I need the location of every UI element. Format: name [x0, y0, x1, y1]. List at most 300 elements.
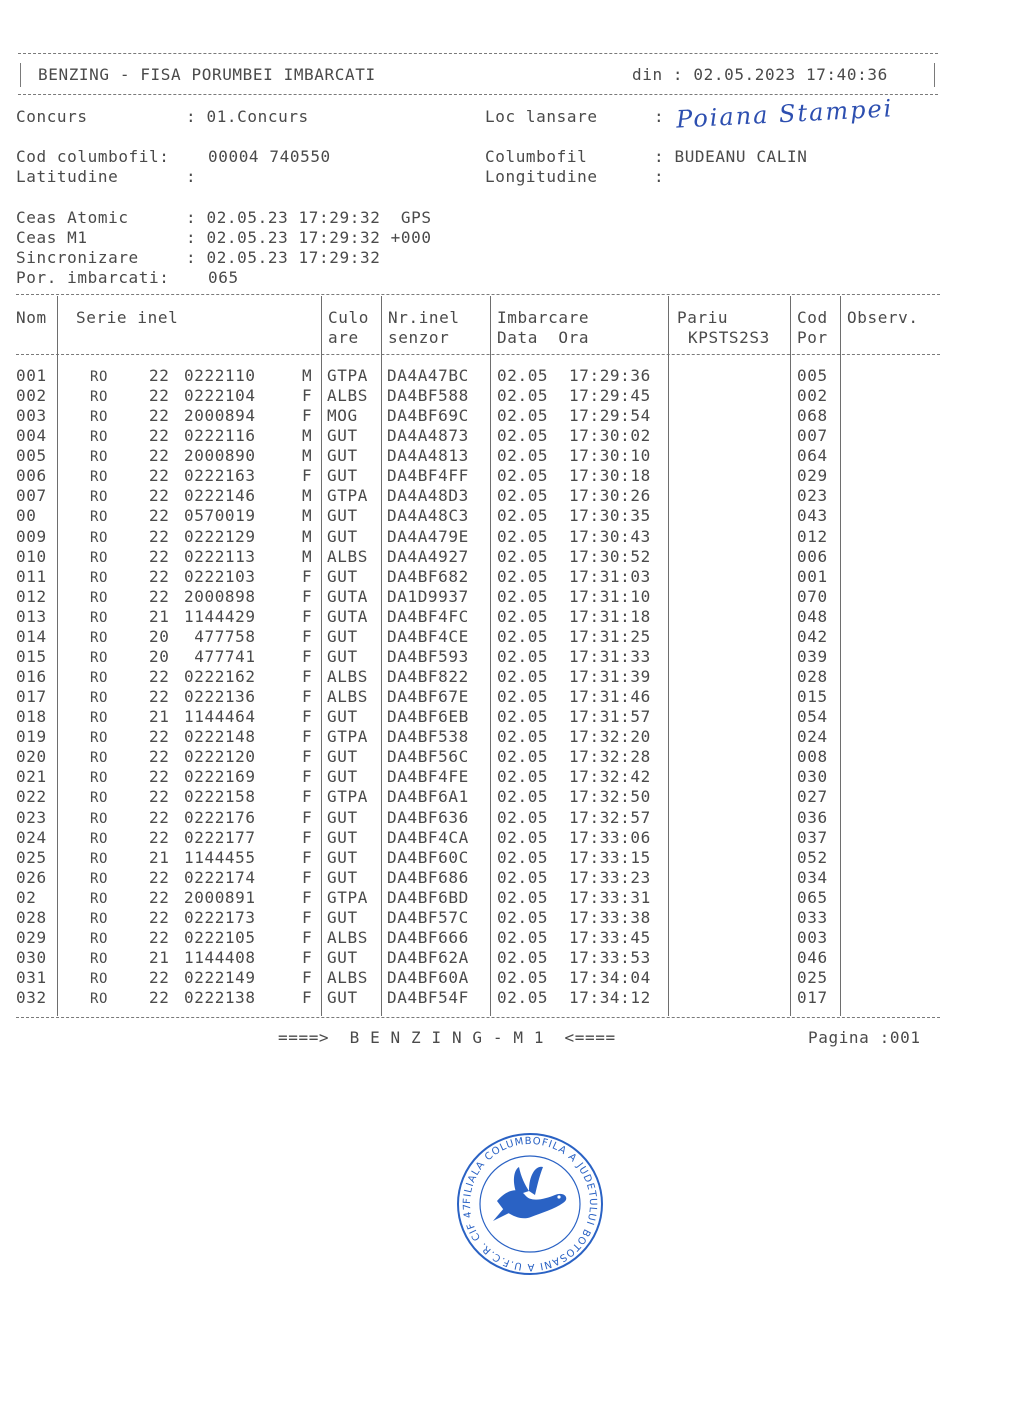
cell-an: 22 [149, 827, 170, 847]
cell-cod: 036 [797, 807, 828, 827]
header-imbarcare-1: Imbarcare [497, 308, 590, 327]
cell-culoare: ALBS [327, 667, 368, 687]
cell-numar-inel: 1144429 [184, 606, 256, 626]
cell-an: 22 [149, 446, 170, 466]
cell-data: 02.05 [497, 606, 549, 626]
cell-data: 02.05 [497, 486, 549, 506]
cell-cod: 003 [797, 927, 828, 947]
page-number: Pagina :001 [808, 1028, 921, 1047]
cell-sex: M [302, 486, 313, 506]
cell-senzor: DA4BF666 [387, 927, 469, 947]
loc-lansare-handwritten: Poiana Stampei [675, 94, 894, 134]
cell-numar-inel: 0222110 [184, 366, 256, 385]
cell-an: 22 [149, 506, 170, 526]
cell-sex: F [302, 646, 313, 666]
cell-cod: 002 [797, 386, 828, 406]
table-row [16, 466, 940, 486]
table-row [16, 386, 940, 406]
cell-data: 02.05 [497, 727, 549, 747]
cell-senzor: DA4BF6A1 [387, 787, 469, 807]
cell-nom: 009 [16, 526, 47, 546]
cell-data: 02.05 [497, 847, 549, 867]
ceas-atomic-value: : 02.05.23 17:29:32 GPS [186, 208, 432, 227]
cell-ora: 17:33:23 [569, 867, 651, 887]
cell-nom: 014 [16, 626, 47, 646]
cell-senzor: DA4BF588 [387, 386, 469, 406]
table-row [16, 406, 940, 426]
table-row [16, 426, 940, 446]
cell-data: 02.05 [497, 887, 549, 907]
cell-ora: 17:31:10 [569, 586, 651, 606]
cell-tara: RO [90, 369, 109, 385]
cell-culoare: GTPA [327, 887, 368, 907]
cell-numar-inel: 0222138 [184, 988, 256, 1008]
cell-cod: 008 [797, 747, 828, 767]
cell-sex: F [302, 566, 313, 586]
cell-data: 02.05 [497, 446, 549, 466]
cell-data: 02.05 [497, 767, 549, 787]
cell-sex: F [302, 847, 313, 867]
cell-ora: 17:30:35 [569, 506, 651, 526]
cell-senzor: DA4BF4FE [387, 767, 469, 787]
cell-cod: 034 [797, 867, 828, 887]
cell-data: 02.05 [497, 506, 549, 526]
cell-an: 22 [149, 887, 170, 907]
cell-cod: 012 [797, 526, 828, 546]
cell-tara: RO [90, 409, 109, 426]
header-observatii: Observ. [847, 308, 919, 327]
cell-senzor: DA4BF4CE [387, 626, 469, 646]
stamp-graphic [455, 1129, 605, 1279]
table-row [16, 988, 940, 1008]
cell-tara: RO [90, 910, 109, 927]
cell-numar-inel: 2000890 [184, 446, 256, 466]
cell-an: 22 [149, 807, 170, 827]
cell-senzor: DA4BF682 [387, 566, 469, 586]
cell-nom: 004 [16, 426, 47, 446]
cell-sex: F [302, 867, 313, 887]
cell-an: 22 [149, 988, 170, 1008]
cell-tara: RO [90, 730, 109, 747]
header-nrinel-2: senzor [388, 328, 450, 347]
print-date: din : 02.05.2023 17:40:36 [632, 65, 888, 84]
cell-sex: F [302, 767, 313, 787]
cell-culoare: GTPA [327, 727, 368, 747]
cell-nom: 007 [16, 486, 47, 506]
cell-tara: RO [90, 589, 109, 606]
cell-data: 02.05 [497, 907, 549, 927]
cell-numar-inel: 0222149 [184, 968, 256, 988]
cell-ora: 17:31:46 [569, 687, 651, 707]
cell-cod: 029 [797, 466, 828, 486]
cell-tara: RO [90, 750, 109, 767]
cell-sex: F [302, 948, 313, 968]
cell-senzor: DA4BF67E [387, 687, 469, 707]
cell-cod: 007 [797, 426, 828, 446]
table-row [16, 888, 940, 908]
cell-ora: 17:34:12 [569, 988, 651, 1008]
cell-culoare: ALBS [327, 968, 368, 988]
cell-tara: RO [90, 991, 109, 1008]
cell-tara: RO [90, 690, 109, 707]
cell-ora: 17:30:18 [569, 466, 651, 486]
cell-ora: 17:31:03 [569, 566, 651, 586]
cell-cod: 005 [797, 366, 828, 385]
header-imbarcare-2: Data Ora [497, 328, 590, 347]
cell-an: 22 [149, 406, 170, 426]
cell-sex: M [302, 446, 313, 466]
cell-an: 22 [149, 687, 170, 707]
cell-an: 22 [149, 486, 170, 506]
cell-culoare: ALBS [327, 687, 368, 707]
cell-culoare: GUT [327, 807, 358, 827]
cell-sex: F [302, 907, 313, 927]
cell-numar-inel: 477758 [184, 626, 256, 646]
table-row [16, 727, 940, 747]
cell-numar-inel: 0222146 [184, 486, 256, 506]
table-row [16, 506, 940, 526]
cell-culoare: GUT [327, 948, 358, 968]
cell-data: 02.05 [497, 687, 549, 707]
club-stamp [436, 1110, 599, 1273]
cell-numar-inel: 0222158 [184, 787, 256, 807]
sincronizare-label: Sincronizare [16, 248, 139, 267]
cell-data: 02.05 [497, 968, 549, 988]
table-row [16, 767, 940, 787]
cell-an: 22 [149, 586, 170, 606]
header-culoare-2: are [328, 328, 359, 347]
cell-nom: 016 [16, 667, 47, 687]
cell-cod: 054 [797, 707, 828, 727]
cell-nom: 02 [16, 887, 37, 907]
cell-tara: RO [90, 569, 109, 586]
cell-sex: F [302, 606, 313, 626]
cell-senzor: DA4BF60A [387, 968, 469, 988]
cell-tara: RO [90, 850, 109, 867]
header-cod-1: Cod [797, 308, 828, 327]
cell-culoare: GTPA [327, 486, 368, 506]
cell-cod: 023 [797, 486, 828, 506]
table-row [16, 787, 940, 807]
cell-nom: 030 [16, 948, 47, 968]
cell-sex: M [302, 426, 313, 446]
cell-ora: 17:30:26 [569, 486, 651, 506]
cell-cod: 070 [797, 586, 828, 606]
table-row [16, 828, 940, 848]
por-imbarcati-value: 065 [208, 268, 239, 287]
cell-senzor: DA4A48C3 [387, 506, 469, 526]
cell-tara: RO [90, 770, 109, 787]
cell-data: 02.05 [497, 747, 549, 767]
cod-columbofil-value: 00004 740550 [208, 147, 331, 166]
cell-an: 22 [149, 667, 170, 687]
cell-an: 21 [149, 606, 170, 626]
cell-cod: 033 [797, 907, 828, 927]
cell-numar-inel: 0222163 [184, 466, 256, 486]
cell-numar-inel: 0222103 [184, 566, 256, 586]
document-title: BENZING - FISA PORUMBEI IMBARCATI [38, 65, 376, 84]
cell-culoare: GUT [327, 466, 358, 486]
cell-data: 02.05 [497, 827, 549, 847]
cell-ora: 17:30:43 [569, 526, 651, 546]
cell-cod: 017 [797, 988, 828, 1008]
table-header-border [16, 354, 940, 355]
cell-ora: 17:33:31 [569, 887, 651, 907]
cell-data: 02.05 [497, 707, 549, 727]
cell-nom: 029 [16, 927, 47, 947]
cell-senzor: DA4BF4FF [387, 466, 469, 486]
cell-data: 02.05 [497, 927, 549, 947]
cell-culoare: GUTA [327, 586, 368, 606]
table-row [16, 868, 940, 888]
cell-an: 22 [149, 366, 170, 385]
cell-an: 21 [149, 948, 170, 968]
cell-tara: RO [90, 429, 109, 446]
cell-an: 22 [149, 767, 170, 787]
table-row [16, 627, 940, 647]
cell-nom: 011 [16, 566, 47, 586]
cell-tara: RO [90, 670, 109, 687]
cell-nom: 031 [16, 968, 47, 988]
cell-nom: 021 [16, 767, 47, 787]
loc-lansare-colon: : [654, 107, 665, 126]
table-row [16, 848, 940, 868]
cell-sex: F [302, 727, 313, 747]
cell-numar-inel: 0222120 [184, 747, 256, 767]
table-row [16, 948, 940, 968]
cell-tara: RO [90, 790, 109, 807]
table-row [16, 908, 940, 928]
cell-culoare: GUT [327, 626, 358, 646]
cell-sex: M [302, 546, 313, 566]
cell-tara: RO [90, 629, 109, 646]
device-footer: ====> B E N Z I N G - M 1 <==== [278, 1028, 616, 1047]
columbofil-label: Columbofil [485, 147, 588, 166]
cell-tara: RO [90, 971, 109, 988]
cell-culoare: GUT [327, 847, 358, 867]
cell-nom: 019 [16, 727, 47, 747]
cell-senzor: DA4A4813 [387, 446, 469, 466]
cell-tara: RO [90, 951, 109, 968]
cell-culoare: MOG [327, 406, 358, 426]
table-bottom-border [16, 1017, 940, 1018]
longitudine-value: : [654, 167, 665, 186]
header-right-bar [934, 63, 935, 87]
cell-cod: 024 [797, 727, 828, 747]
cell-an: 22 [149, 526, 170, 546]
cell-sex: F [302, 466, 313, 486]
cell-senzor: DA4BF60C [387, 847, 469, 867]
cell-an: 20 [149, 626, 170, 646]
cell-sex: F [302, 667, 313, 687]
cell-senzor: DA4BF57C [387, 907, 469, 927]
cell-ora: 17:31:57 [569, 707, 651, 727]
cell-nom: 010 [16, 546, 47, 566]
header-top-border [18, 53, 938, 54]
cell-numar-inel: 0570019 [184, 506, 256, 526]
cell-nom: 020 [16, 747, 47, 767]
cell-ora: 17:30:10 [569, 446, 651, 466]
table-row [16, 968, 940, 988]
cell-culoare: GUT [327, 446, 358, 466]
cell-sex: M [302, 526, 313, 546]
cell-an: 21 [149, 707, 170, 727]
cell-ora: 17:33:06 [569, 827, 651, 847]
cell-numar-inel: 0222116 [184, 426, 256, 446]
cell-sex: F [302, 687, 313, 707]
cell-sex: F [302, 586, 313, 606]
cell-cod: 052 [797, 847, 828, 867]
cell-culoare: GUT [327, 646, 358, 666]
cell-ora: 17:32:20 [569, 727, 651, 747]
cell-culoare: GUT [327, 426, 358, 446]
cell-senzor: DA4A4927 [387, 546, 469, 566]
cell-ora: 17:31:33 [569, 646, 651, 666]
pigeon-table [16, 288, 940, 1023]
table-row [16, 607, 940, 627]
cell-an: 22 [149, 386, 170, 406]
cell-senzor: DA4BF4FC [387, 606, 469, 626]
cell-data: 02.05 [497, 426, 549, 446]
cell-data: 02.05 [497, 406, 549, 426]
latitudine-value: : [186, 167, 197, 186]
cell-cod: 025 [797, 968, 828, 988]
cell-ora: 17:33:15 [569, 847, 651, 867]
cell-an: 22 [149, 466, 170, 486]
cell-numar-inel: 0222169 [184, 767, 256, 787]
cell-cod: 028 [797, 667, 828, 687]
cell-sex: F [302, 988, 313, 1008]
cell-sex: M [302, 506, 313, 526]
table-row [16, 687, 940, 707]
cell-numar-inel: 0222176 [184, 807, 256, 827]
cell-sex: F [302, 707, 313, 727]
cell-culoare: GUT [327, 506, 358, 526]
table-row [16, 587, 940, 607]
cell-sex: F [302, 827, 313, 847]
cell-cod: 015 [797, 687, 828, 707]
cell-data: 02.05 [497, 787, 549, 807]
cell-numar-inel: 2000894 [184, 406, 256, 426]
cell-senzor: DA4BF593 [387, 646, 469, 666]
cell-senzor: DA4BF538 [387, 727, 469, 747]
table-top-border [16, 294, 940, 295]
cell-ora: 17:32:50 [569, 787, 651, 807]
cell-numar-inel: 1144408 [184, 948, 256, 968]
cell-data: 02.05 [497, 867, 549, 887]
cell-senzor: DA4BF54F [387, 988, 469, 1008]
cell-nom: 005 [16, 446, 47, 466]
cell-ora: 17:31:39 [569, 667, 651, 687]
table-row [16, 527, 940, 547]
cell-an: 22 [149, 546, 170, 566]
cell-numar-inel: 0222105 [184, 927, 256, 947]
cell-cod: 048 [797, 606, 828, 626]
table-row [16, 567, 940, 587]
cell-nom: 015 [16, 646, 47, 666]
cell-ora: 17:34:04 [569, 968, 651, 988]
cell-numar-inel: 1144464 [184, 707, 256, 727]
cell-an: 22 [149, 787, 170, 807]
cell-data: 02.05 [497, 807, 549, 827]
header-culoare-1: Culo [328, 308, 369, 327]
longitudine-label: Longitudine [485, 167, 598, 186]
cell-tara: RO [90, 870, 109, 887]
cell-senzor: DA4BF636 [387, 807, 469, 827]
cell-numar-inel: 0222162 [184, 667, 256, 687]
cell-nom: 032 [16, 988, 47, 1008]
cell-cod: 064 [797, 446, 828, 466]
cell-tara: RO [90, 529, 109, 546]
cell-numar-inel: 2000898 [184, 586, 256, 606]
cell-data: 02.05 [497, 988, 549, 1008]
cell-tara: RO [90, 389, 109, 406]
cell-numar-inel: 1144455 [184, 847, 256, 867]
header-box [18, 53, 938, 95]
cell-ora: 17:32:42 [569, 767, 651, 787]
cell-cod: 046 [797, 948, 828, 968]
cell-tara: RO [90, 649, 109, 666]
cell-an: 22 [149, 867, 170, 887]
cell-ora: 17:30:02 [569, 426, 651, 446]
table-row [16, 547, 940, 567]
cell-nom: 022 [16, 787, 47, 807]
cell-ora: 17:29:36 [569, 366, 651, 385]
header-left-bar [20, 63, 21, 87]
cell-sex: F [302, 386, 313, 406]
table-row [16, 647, 940, 667]
cell-tara: RO [90, 930, 109, 947]
cell-nom: 013 [16, 606, 47, 626]
cell-senzor: DA4A4873 [387, 426, 469, 446]
cell-ora: 17:32:57 [569, 807, 651, 827]
sincronizare-value: : 02.05.23 17:29:32 [186, 248, 381, 267]
cell-tara: RO [90, 449, 109, 466]
cell-tara: RO [90, 810, 109, 827]
cell-sex: F [302, 887, 313, 907]
header-cod-2: Por [797, 328, 828, 347]
cell-senzor: DA1D9937 [387, 586, 469, 606]
cell-senzor: DA4BF69C [387, 406, 469, 426]
cell-an: 22 [149, 747, 170, 767]
cell-nom: 025 [16, 847, 47, 867]
cell-data: 02.05 [497, 626, 549, 646]
cell-senzor: DA4A47BC [387, 366, 469, 385]
cell-tara: RO [90, 710, 109, 727]
cell-senzor: DA4A48D3 [387, 486, 469, 506]
header-pariu-2: KPSTS2S3 [688, 328, 770, 347]
cell-tara: RO [90, 890, 109, 907]
cell-an: 22 [149, 426, 170, 446]
cell-culoare: ALBS [327, 927, 368, 947]
cell-cod: 037 [797, 827, 828, 847]
cell-nom: 012 [16, 586, 47, 606]
cell-cod: 006 [797, 546, 828, 566]
ceas-m1-value: : 02.05.23 17:29:32 +000 [186, 228, 432, 247]
cell-numar-inel: 0222136 [184, 687, 256, 707]
cell-culoare: GUT [327, 827, 358, 847]
cell-data: 02.05 [497, 526, 549, 546]
cell-tara: RO [90, 549, 109, 566]
cell-tara: RO [90, 509, 109, 526]
cell-tara: RO [90, 469, 109, 486]
cell-sex: F [302, 807, 313, 827]
cell-ora: 17:33:38 [569, 907, 651, 927]
cell-numar-inel: 477741 [184, 646, 256, 666]
cell-culoare: GUT [327, 907, 358, 927]
cell-data: 02.05 [497, 646, 549, 666]
header-pariu-1: Pariu [677, 308, 729, 327]
